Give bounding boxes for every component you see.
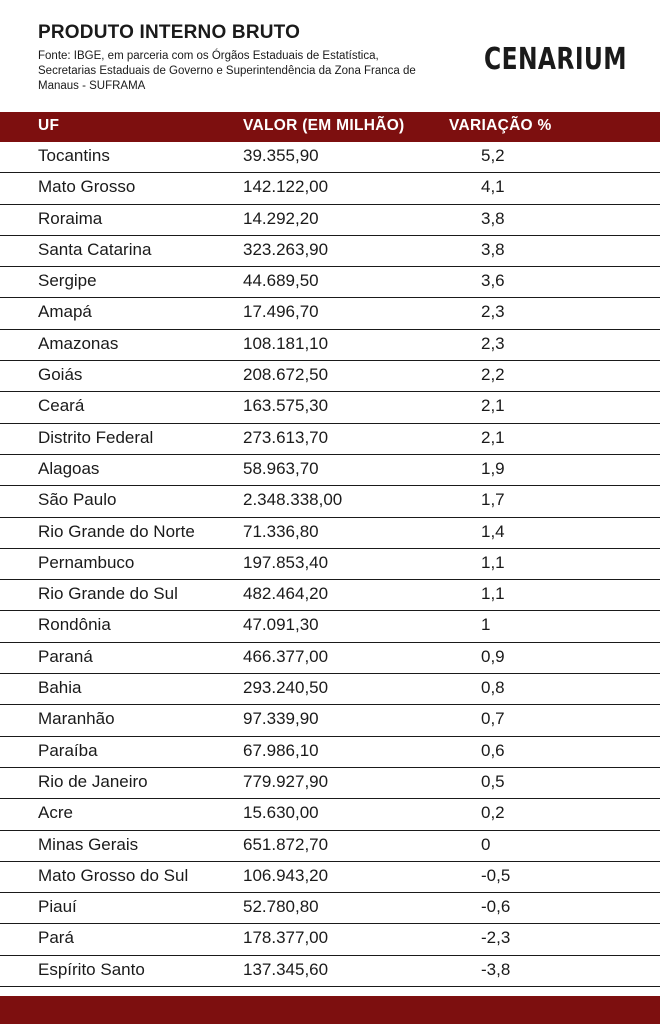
column-header-uf: UF	[38, 117, 60, 134]
footer-bar	[0, 996, 660, 1024]
table-row	[0, 455, 660, 486]
cell-valor: 39.355,90	[243, 146, 319, 165]
cell-variacao: -3,8	[481, 959, 511, 979]
table-row	[0, 737, 660, 768]
table-row	[0, 956, 660, 987]
cell-valor: 197.853,40	[243, 552, 329, 572]
cell-variacao: 2,3	[481, 302, 505, 322]
table-row	[0, 236, 660, 267]
cenarium-logo: CENARIUM	[484, 42, 627, 77]
cell-uf: Rio Grande do Norte	[38, 521, 195, 541]
cell-uf: Alagoas	[38, 458, 100, 478]
cell-variacao: 2,3	[481, 333, 505, 353]
table-row	[0, 831, 660, 862]
cell-valor: 779.927,90	[243, 771, 329, 791]
source-note: Fonte: IBGE, em parceria com os Órgãos Estaduais de Estatística, Secretarias Estaduais de Governo e Superintendência da Zona Franca de Manaus - SUFRAMA	[38, 50, 416, 92]
cell-variacao: 0,9	[481, 646, 505, 666]
cell-uf: Amapá	[38, 302, 92, 322]
cell-uf: Rondônia	[38, 615, 111, 635]
cell-uf: Espírito Santo	[38, 959, 145, 979]
cell-variacao: 0,8	[481, 678, 505, 698]
cell-uf: Piauí	[38, 897, 77, 917]
cell-uf: Pernambuco	[38, 552, 135, 572]
page-title: PRODUTO INTERNO BRUTO	[38, 22, 301, 43]
column-header-valor: VALOR (EM MILHÃO)	[243, 117, 405, 134]
cell-uf: Tocantins	[38, 146, 110, 165]
cell-uf: Rio de Janeiro	[38, 771, 148, 791]
cell-valor: 58.963,70	[243, 458, 319, 478]
cell-uf: Mato Grosso do Sul	[38, 865, 189, 885]
table-row	[0, 580, 660, 611]
table-row	[0, 674, 660, 705]
cell-uf: Rio Grande do Sul	[38, 584, 178, 604]
cell-valor: 108.181,10	[243, 333, 329, 353]
cell-valor: 47.091,30	[243, 615, 319, 635]
header	[0, 0, 660, 110]
table-row	[0, 267, 660, 298]
cell-valor: 97.339,90	[243, 709, 319, 729]
cell-valor: 273.613,70	[243, 427, 329, 447]
cell-variacao: 0,6	[481, 740, 505, 760]
cell-variacao: 4,1	[481, 177, 505, 197]
table-row	[0, 549, 660, 580]
cell-valor: 142.122,00	[243, 177, 329, 197]
cell-valor: 208.672,50	[243, 365, 329, 385]
table-row	[0, 862, 660, 893]
cell-valor: 293.240,50	[243, 678, 329, 698]
cell-valor: 137.345,60	[243, 959, 329, 979]
cell-variacao: 2,1	[481, 427, 505, 447]
table-row	[0, 768, 660, 799]
cell-uf: Minas Gerais	[38, 834, 139, 854]
table-row	[0, 611, 660, 642]
cell-valor: 163.575,30	[243, 396, 329, 416]
cell-uf: Santa Catarina	[38, 239, 152, 259]
cell-uf: Sergipe	[38, 271, 97, 291]
table-row	[0, 518, 660, 549]
cell-uf: São Paulo	[38, 490, 117, 510]
cell-uf: Bahia	[38, 678, 82, 698]
table-row	[0, 924, 660, 955]
cell-uf: Roraima	[38, 208, 103, 228]
cell-variacao: 1,7	[481, 490, 505, 510]
cell-variacao: -2,3	[481, 928, 511, 948]
cell-variacao: 3,8	[481, 239, 505, 259]
cell-variacao: 1	[481, 615, 491, 635]
table-body	[0, 142, 660, 987]
cell-valor: 15.630,00	[243, 803, 319, 823]
table-row	[0, 799, 660, 830]
cell-valor: 52.780,80	[243, 897, 319, 917]
cell-variacao: -0,5	[481, 865, 511, 885]
table-row	[0, 392, 660, 423]
table-row	[0, 893, 660, 924]
cell-variacao: 2,1	[481, 396, 505, 416]
cell-valor: 323.263,90	[243, 239, 329, 259]
cell-variacao: 3,8	[481, 208, 505, 228]
cell-variacao: 1,1	[481, 552, 505, 572]
cell-valor: 482.464,20	[243, 584, 329, 604]
cell-valor: 14.292,20	[243, 208, 319, 228]
cell-uf: Distrito Federal	[38, 427, 154, 447]
cell-variacao: 1,9	[481, 458, 505, 478]
cell-variacao: 0,7	[481, 709, 505, 729]
table-row	[0, 361, 660, 392]
cell-uf: Ceará	[38, 396, 85, 416]
cell-uf: Acre	[38, 803, 73, 823]
cell-variacao: 0,5	[481, 771, 505, 791]
cell-uf: Pará	[38, 928, 74, 948]
cell-variacao: 1,4	[481, 521, 505, 541]
cell-uf: Amazonas	[38, 333, 119, 353]
cell-valor: 178.377,00	[243, 928, 329, 948]
table-row	[0, 486, 660, 517]
cell-valor: 71.336,80	[243, 521, 319, 541]
cell-variacao: 5,2	[481, 146, 505, 165]
cell-variacao: -0,6	[481, 897, 511, 917]
table-row	[0, 424, 660, 455]
cell-variacao: 1,1	[481, 584, 505, 604]
table-row	[0, 330, 660, 361]
cell-valor: 17.496,70	[243, 302, 319, 322]
table-header	[0, 112, 660, 142]
cell-variacao: 2,2	[481, 365, 505, 385]
cell-valor: 2.348.338,00	[243, 490, 343, 510]
cell-variacao: 3,6	[481, 271, 505, 291]
cell-uf: Maranhão	[38, 709, 115, 729]
cell-valor: 67.986,10	[243, 740, 319, 760]
cell-uf: Paraná	[38, 646, 93, 666]
cell-uf: Goiás	[38, 365, 83, 385]
cell-valor: 651.872,70	[243, 834, 329, 854]
table-row	[0, 298, 660, 329]
cell-variacao: 0	[481, 834, 491, 854]
cell-uf: Paraíba	[38, 740, 98, 760]
table-row	[0, 142, 660, 173]
cell-valor: 466.377,00	[243, 646, 329, 666]
table-row	[0, 643, 660, 674]
table-row	[0, 173, 660, 204]
table-row	[0, 205, 660, 236]
cell-variacao: 0,2	[481, 803, 505, 823]
column-header-variacao: VARIAÇÃO %	[449, 117, 552, 134]
table-row	[0, 705, 660, 736]
cell-valor: 44.689,50	[243, 271, 319, 291]
cell-valor: 106.943,20	[243, 865, 329, 885]
cell-uf: Mato Grosso	[38, 177, 136, 197]
